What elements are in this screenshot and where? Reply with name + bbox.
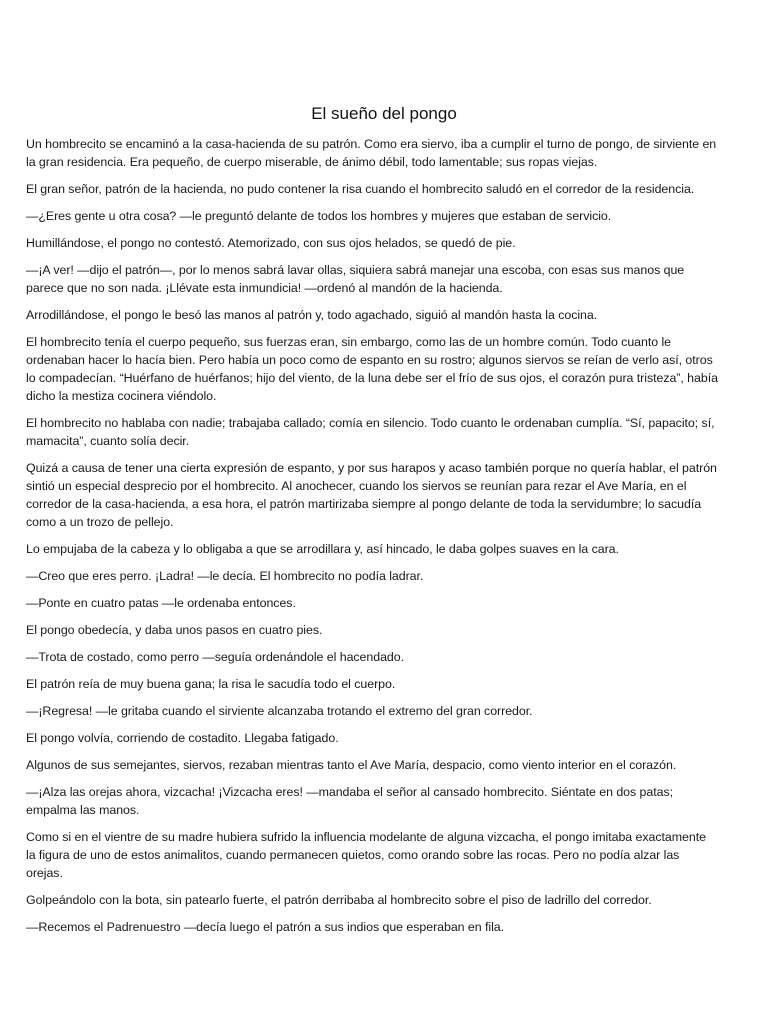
paragraph-12: —Ponte en cuatro patas —le ordenaba entonces.: [26, 596, 296, 610]
paragraph-2: El gran señor, patrón de la hacienda, no pudo contener la risa cuando el hombrecito saludó en el corredor de la residencia.: [26, 182, 695, 196]
paragraph-6: Arrodillándose, el pongo le besó las manos al patrón y, todo agachado, siguió al mandón hasta la cocina.: [26, 308, 598, 322]
paragraph-4: Humillándose, el pongo no contestó. Atemorizado, con sus ojos helados, se quedó de pie.: [26, 236, 516, 250]
paragraph-14: —Trota de costado, como perro —seguía ordenándole el hacendado.: [26, 650, 404, 664]
paragraph-19: —¡Alza las orejas ahora, vizcacha! ¡Vizcacha eres! —mandaba el señor al cansado hombrecito. Siéntate en dos patas; empalma las manos.: [26, 785, 673, 817]
paragraph-1: Un hombrecito se encaminó a la casa-hacienda de su patrón. Como era siervo, iba a cumplir el turno de pongo, de sirviente en la gran residencia. Era pequeño, de cuerpo miserable, de ánimo débil, todo lamentable; sus ropas viejas.: [26, 137, 717, 169]
paragraph-21: Golpeándolo con la bota, sin patearlo fuerte, el patrón derribaba al hombrecito sobre el piso de ladrillo del corredor.: [26, 893, 652, 907]
paragraph-16: —¡Regresa! —le gritaba cuando el sirviente alcanzaba trotando el extremo del gran corredor.: [26, 704, 533, 718]
paragraph-15: El patrón reía de muy buena gana; la risa le sacudía todo el cuerpo.: [26, 677, 396, 691]
paragraph-13: El pongo obedecía, y daba unos pasos en cuatro pies.: [26, 623, 323, 637]
paragraph-17: El pongo volvía, corriendo de costadito. Llegaba fatigado.: [26, 731, 339, 745]
paragraph-11: —Creo que eres perro. ¡Ladra! —le decía. El hombrecito no podía ladrar.: [26, 569, 424, 583]
paragraph-5: —¡A ver! —dijo el patrón—, por lo menos sabrá lavar ollas, siquiera sabrá manejar una escoba, con esas sus manos que parece que no son nada. ¡Llévate esta inmundicia! —ordenó al mandón de la hacienda.: [26, 263, 685, 295]
paragraph-20: Como si en el vientre de su madre hubiera sufrido la influencia modelante de alguna vizcacha, el pongo imitaba exactamente la figura de uno de estos animalitos, cuando permanecen quietos, como orando sobre las rocas. Pero no podía alzar las orejas.: [26, 830, 706, 880]
document-title: El sueño del pongo: [311, 104, 457, 123]
paragraph-22: —Recemos el Padrenuestro —decía luego el patrón a sus indios que esperaban en fila.: [26, 920, 505, 934]
paragraph-10: Lo empujaba de la cabeza y lo obligaba a que se arrodillara y, así hincado, le daba golpes suaves en la cara.: [26, 542, 619, 556]
paragraph-3: —¿Eres gente u otra cosa? —le preguntó delante de todos los hombres y mujeres que estaban de servicio.: [26, 209, 612, 223]
paragraph-8: El hombrecito no hablaba con nadie; trabajaba callado; comía en silencio. Todo cuanto le ordenaban cumplía. “Sí, papacito; sí, mamacita”, cuanto solía decir.: [26, 416, 715, 448]
paragraph-7: El hombrecito tenía el cuerpo pequeño, sus fuerzas eran, sin embargo, como las de un hombre común. Todo cuanto le ordenaban hacer lo hacía bien. Pero había un poco como de espanto en su rostro; algunos siervos se reían de verlo así, otros lo compadecían. “Huérfano de huérfanos; hijo del viento, de la luna debe ser el frío de sus ojos, el corazón pura tristeza”, había dicho la mestiza cocinera viéndolo.: [26, 335, 718, 403]
paragraph-9: Quizá a causa de tener una cierta expresión de espanto, y por sus harapos y acaso también porque no quería hablar, el patrón sintió un especial desprecio por el hombrecito. Al anochecer, cuando los siervos se reunían para rezar el Ave María, en el corredor de la casa-hacienda, a esa hora, el patrón martirizaba siempre al pongo delante de toda la servidumbre; lo sacudía como a un trozo de pellejo.: [26, 461, 717, 529]
paragraph-18: Algunos de sus semejantes, siervos, rezaban mientras tanto el Ave María, despacio, como viento interior en el corazón.: [26, 758, 677, 772]
